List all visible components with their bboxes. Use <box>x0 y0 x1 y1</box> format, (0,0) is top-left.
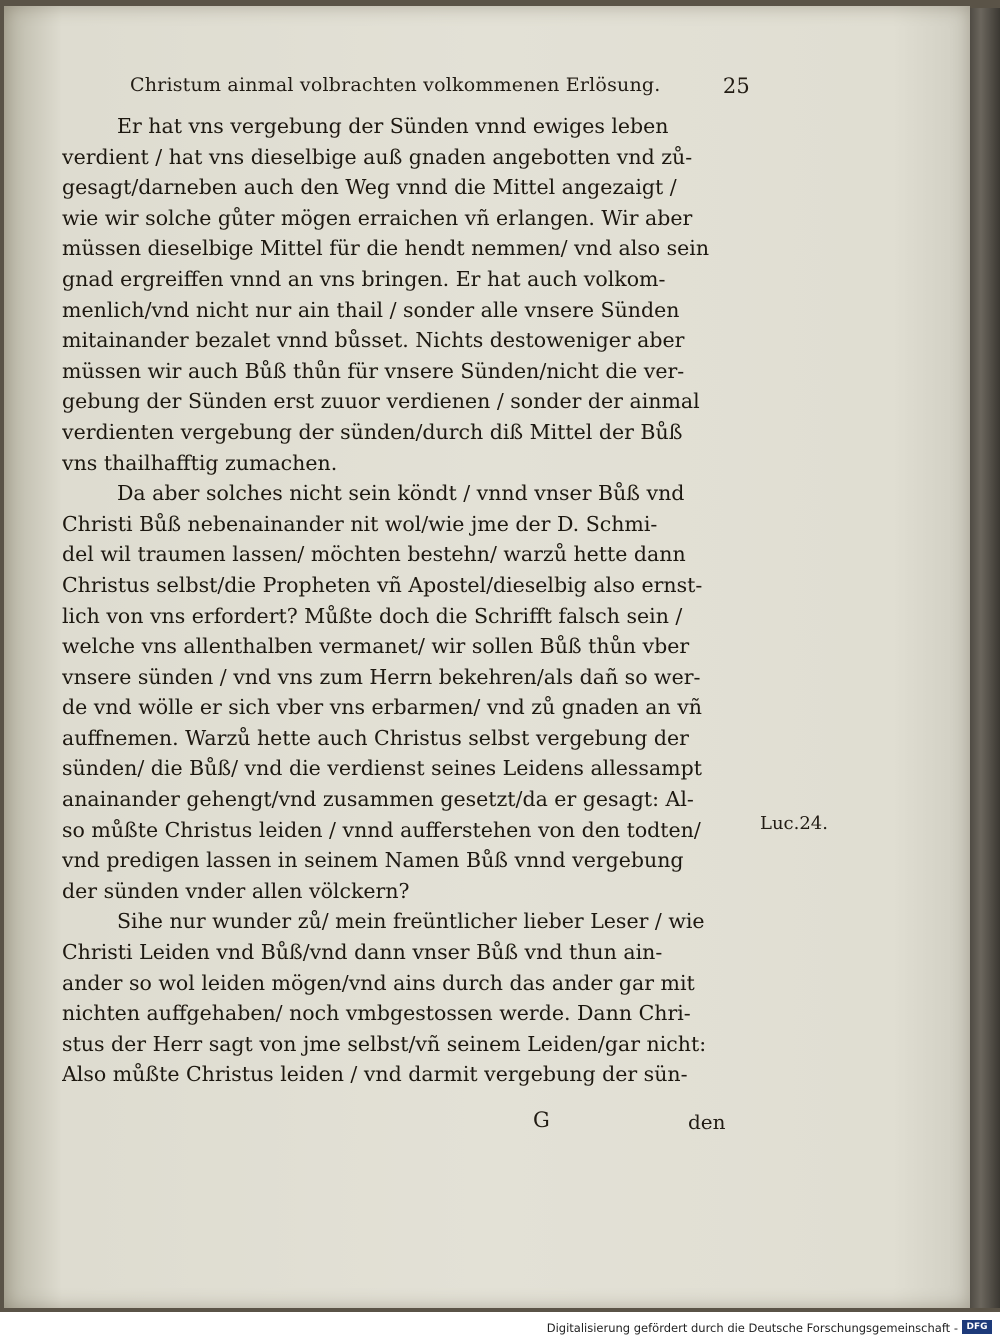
text-line: vns thailhafftig zumachen. <box>62 450 338 475</box>
text-line: der sünden vnder allen völckern? <box>62 878 410 903</box>
text-line: verdient / hat vns dieselbige auß gnaden angebotten vnd zů- <box>62 144 693 169</box>
text-line: nichten auffgehaben/ noch vmbgestossen werde. Dann Chri- <box>62 1001 691 1026</box>
text-line: gnad ergreiffen vnnd an vns bringen. Er hat auch volkom- <box>62 266 666 291</box>
text-line: vnd predigen lassen in seinem Namen Bůß vnnd vergebung <box>62 848 684 873</box>
text-line: Da aber solches nicht sein köndt / vnnd vnser Bůß vnd <box>117 481 685 506</box>
page-number: 25 <box>722 74 750 98</box>
text-line: welche vns allenthalben vermanet/ wir sollen Bůß thůn vber <box>62 634 690 659</box>
text-line: anainander gehengt/vnd zusammen gesetzt/da er gesagt: Al- <box>62 787 694 812</box>
text-line: müssen wir auch Bůß thůn für vnsere Sünden/nicht die ver- <box>62 358 685 383</box>
footer-credit: Digitalisierung gefördert durch die Deutsche Forschungsgemeinschaft - <box>546 1321 958 1335</box>
text-line: menlich/vnd nicht nur ain thail / sonder alle vnsere Sünden <box>62 297 680 322</box>
text-line: de vnd wölle er sich vber vns erbarmen/ vnd zů gnaden an vñ <box>62 695 703 720</box>
text-line: müssen dieselbige Mittel für die hendt nemmen/ vnd also sein <box>62 236 710 261</box>
text-line: auffnemen. Warzů hette auch Christus selbst vergebung der <box>62 725 689 750</box>
text-line: ander so wol leiden mögen/vnd ains durch das ander gar mit <box>62 970 695 995</box>
dfg-logo: DFG <box>962 1320 992 1334</box>
text-line: Christi Leiden vnd Bůß/vnd dann vnser Bůß vnd thun ain- <box>62 940 663 965</box>
book-edge <box>968 8 1000 1308</box>
text-line: mitainander bezalet vnnd bůsset. Nichts destoweniger aber <box>62 328 685 353</box>
text-line: lich von vns erfordert? Můßte doch die Schrifft falsch sein / <box>62 603 683 628</box>
text-line: Also můßte Christus leiden / vnd darmit vergebung der sün- <box>62 1062 688 1087</box>
text-line: sünden/ die Bůß/ vnd die verdienst seines Leidens allessampt <box>62 756 702 781</box>
text-line: Sihe nur wunder zů/ mein freüntlicher lieber Leser / wie <box>117 909 705 934</box>
text-line: gesagt/darneben auch den Weg vnnd die Mittel angezaigt / <box>62 175 677 200</box>
text-line: Er hat vns vergebung der Sünden vnnd ewiges leben <box>117 114 669 138</box>
running-header <box>130 74 750 102</box>
catchword: den <box>688 1110 726 1134</box>
signature-mark: G <box>533 1108 550 1132</box>
text-line: verdienten vergebung der sünden/durch diß Mittel der Bůß <box>62 419 683 444</box>
text-line: stus der Herr sagt von jme selbst/vñ seinem Leiden/gar nicht: <box>62 1031 707 1056</box>
running-title: Christum ainmal volbrachten volkommenen Erlösung. <box>130 74 661 96</box>
text-line: so můßte Christus leiden / vnnd aufferstehen von den todten/ <box>62 817 701 842</box>
text-line: gebung der Sünden erst zuuor verdienen / sonder der ainmal <box>62 389 700 414</box>
body-text <box>62 111 740 1090</box>
text-line: Christi Bůß nebenainander nit wol/wie jme der D. Schmi- <box>62 511 658 536</box>
text-line: del wil traumen lassen/ möchten bestehn/ warzů hette dann <box>62 542 686 567</box>
margin-note: Luc.24. <box>760 813 828 834</box>
text-line: wie wir solche gůter mögen erraichen vñ erlangen. Wir aber <box>62 205 693 230</box>
text-line: vnsere sünden / vnd vns zum Herrn bekehren/als dañ so wer- <box>62 664 701 689</box>
text-line: Christus selbst/die Propheten vñ Apostel/dieselbig also ernst- <box>62 572 703 597</box>
